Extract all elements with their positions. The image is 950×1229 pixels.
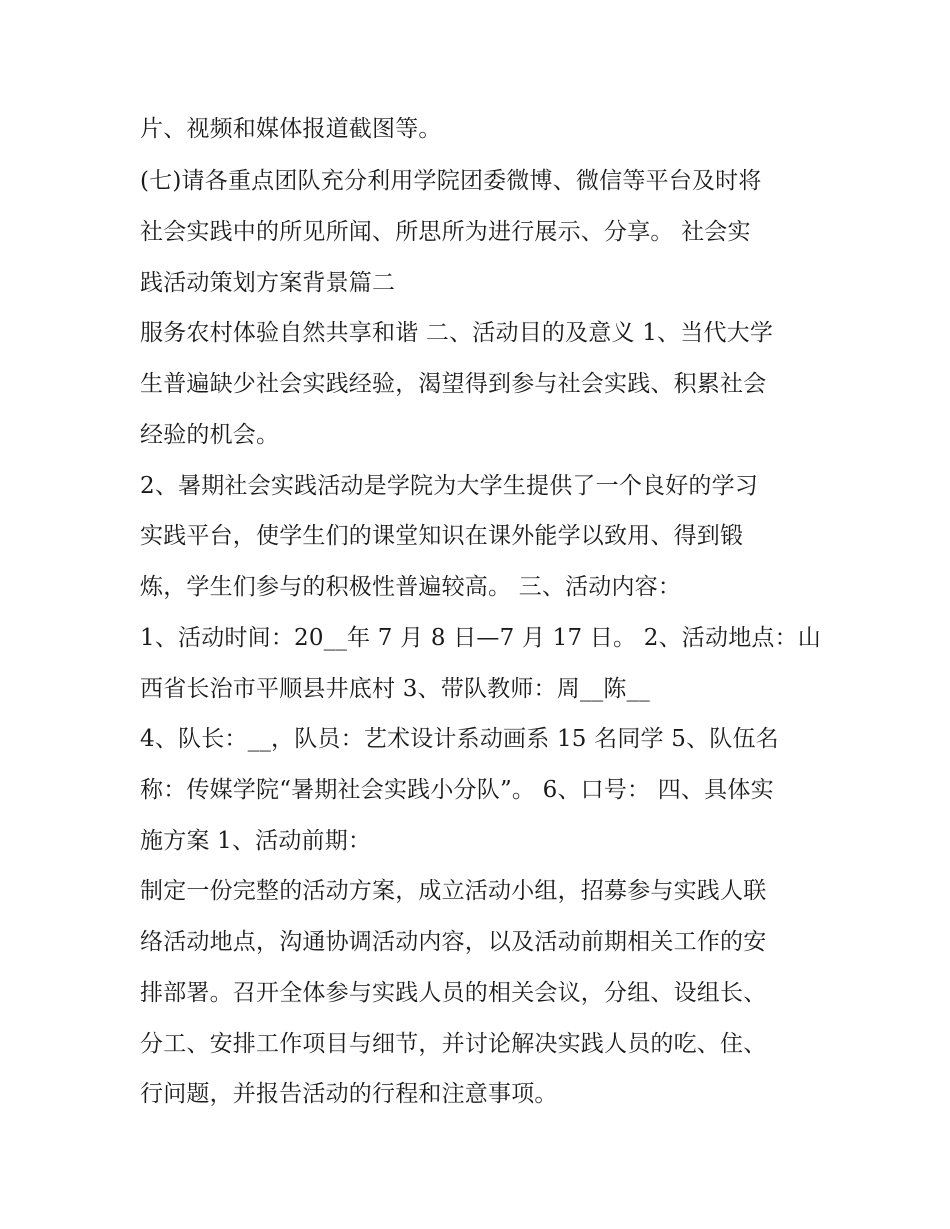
text-line: 4、队长：__，队员：艺术设计系动画系 15 名同学 5、队伍名 <box>140 726 779 752</box>
text-line: 片、视频和媒体报道截图等。 <box>140 116 442 142</box>
text-line: 2、暑期社会实践活动是学院为大学生提供了一个良好的学习 <box>140 473 759 499</box>
text-line: 经验的机会。 <box>140 422 280 448</box>
text-line: 络活动地点，沟通协调活动内容，以及活动前期相关工作的安 <box>140 929 767 955</box>
text-line: 行问题，并报告活动的行程和注意事项。 <box>140 1081 558 1107</box>
text-line: 制定一份完整的活动方案，成立活动小组，招募参与实践人联 <box>140 878 767 904</box>
text-line: 称：传媒学院“暑期社会实践小分队”。 6、口号： 四、具体实 <box>140 777 774 803</box>
text-line: 排部署。召开全体参与实践人员的相关会议，分组、设组长、 <box>140 980 767 1006</box>
text-line: 分工、安排工作项目与细节，并讨论解决实践人员的吃、住、 <box>140 1031 767 1057</box>
text-line: 践活动策划方案背景篇二 <box>140 270 396 296</box>
text-line: 西省长治市平顺县井底村 3、带队教师：周__陈__ <box>140 676 650 702</box>
text-line: 炼，学生们参与的积极性普遍较高。 三、活动内容： <box>140 574 682 600</box>
text-line: 1、活动时间：20__年 7 月 8 日—7 月 17 日。 2、活动地点：山 <box>140 625 821 651</box>
text-line: 社会实践中的所见所闻、所思所为进行展示、分享。 社会实 <box>140 219 751 245</box>
text-line: (七)请各重点团队充分利用学院团委微博、微信等平台及时将 <box>140 168 762 194</box>
text-line: 服务农村体验自然共享和谐 二、活动目的及意义 1、当代大学 <box>140 320 774 346</box>
text-line: 实践平台，使学生们的课堂知识在课外能学以致用、得到锻 <box>140 523 744 549</box>
text-line: 施方案 1、活动前期： <box>140 828 372 854</box>
text-line: 生普遍缺少社会实践经验，渴望得到参与社会实践、积累社会 <box>140 371 767 397</box>
